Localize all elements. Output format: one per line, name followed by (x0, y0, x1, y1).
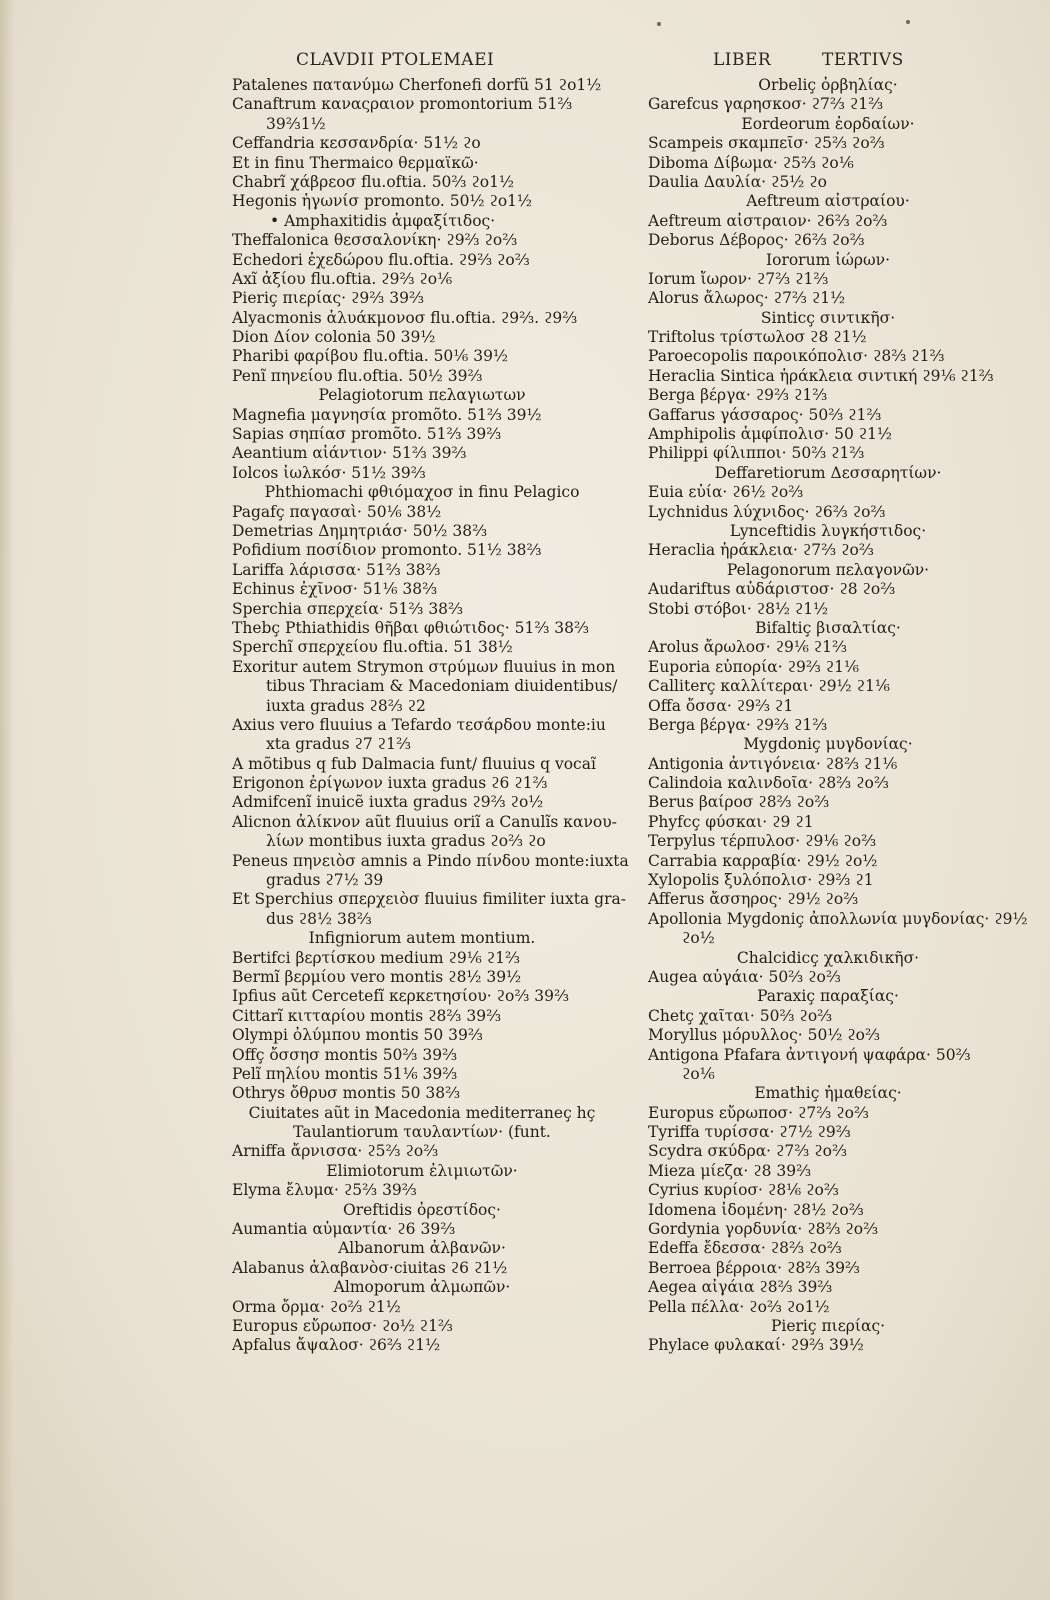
region-heading: Iororum ἰώρων· (765, 250, 891, 269)
text-line: Pagafç παγασαὶ· 50⅙ 38½ (232, 502, 442, 521)
text-line: Audariftus αὐδάριστοσ· ϩ8 ϩο⅔ (648, 580, 896, 599)
region-heading: Bifaltiç βισαλτίας· (755, 618, 901, 637)
text-line: Europus εὔρωποσ· ϩ7⅔ ϩο⅔ (648, 1103, 869, 1122)
ink-spot (906, 20, 910, 24)
region-heading: Pelagiotorum πελαγιωτων (318, 386, 526, 405)
text-line: Berga βέργα· ϩ9⅔ ϩ1⅔ (648, 386, 828, 405)
text-line: Orma ὄρμα· ϩο⅔ ϩ1½ (232, 1297, 401, 1316)
text-line: Xylopolis ξυλόπολισ· ϩ9⅔ ϩ1 (648, 871, 874, 890)
text-line: Amphipolis ἀμφίπολισ· 50 ϩ1½ (648, 425, 893, 444)
text-line: Idomena ἰδομένη· ϩ8½ ϩο⅔ (648, 1200, 864, 1219)
text-line: Euia εὐία· ϩ6½ ϩο⅔ (648, 483, 804, 502)
text-line: Antigona Pfafara ἀντιγονή ψαφάρα· 50⅔ (648, 1045, 971, 1064)
text-line: Lychnidus λύχνιδος· ϩ6⅔ ϩο⅔ (648, 502, 886, 521)
text-line: Bermĩ βερμίου vero montis ϩ8½ 39½ (232, 967, 522, 986)
region-heading: Orbeliç ὀρβηλίας· (758, 76, 898, 94)
region-heading: Emathiç ἠμαθείας· (754, 1084, 902, 1103)
text-line: Moryllus μόρυλλος· 50½ ϩο⅔ (648, 1026, 881, 1045)
region-heading: Eordeorum ἐορδαίων· (741, 114, 915, 133)
text-line: λίων montibus iuxta gradus ϩο⅔ ϩο (266, 832, 546, 851)
region-heading: Lynceftidis λυγκήστιδος· (729, 521, 927, 540)
text-line: Othrys ὄθρυσ montis 50 38⅔ (232, 1084, 461, 1103)
text-line: Alabanus ἀλαβανὸσ·ciuitas ϩ6 ϩ1½ (232, 1258, 508, 1277)
text-line: Pelĩ πηλίου montis 51⅙ 39⅔ (232, 1064, 458, 1083)
region-heading: Paraxiç παραξίας· (757, 987, 899, 1006)
text-line: Et Sperchius σπερχειὸσ fluuius fimiliter iuxta gra- (232, 890, 626, 909)
text-line: Philippi φίλιπποι· 50⅔ ϩ1⅔ (648, 444, 865, 463)
text-line: Peneus πηνειὸσ amnis a Pindo πίνδου monte:iuxta (232, 851, 629, 870)
text-line: Gaffarus γάσσαρος· 50⅔ ϩ1⅔ (648, 405, 882, 424)
text-line: Sperchĩ σπερχείου flu.oftia. 51 38½ (232, 638, 513, 657)
text-line: Iorum ἴωρον· ϩ7⅔ ϩ1⅔ (648, 269, 829, 288)
text-line: Axĩ ἀξίου flu.oftia. ϩ9⅔ ϩο⅙ (232, 269, 453, 288)
region-heading: Mygdoniç μυγδονίας· (743, 735, 913, 754)
region-heading: Chalcidicç χαλκιδικῆσ· (736, 948, 920, 967)
text-line: Elyma ἔλυμα· ϩ5⅔ 39⅔ (232, 1181, 417, 1200)
text-line: Magnefia μαγνησία promõto. 51⅔ 39½ (232, 405, 542, 424)
text-line: Cyrius κυρίοσ· ϩ8⅙ ϩο⅔ (648, 1181, 839, 1200)
text-line: Alorus ἄλωρος· ϩ7⅔ ϩ1½ (648, 289, 846, 308)
text-line: Lariffa λάρισσα· 51⅔ 38⅔ (232, 560, 441, 579)
text-line: Bertifci βερτίσκου medium ϩ9⅙ ϩ1⅔ (232, 948, 521, 967)
text-line: Cittarĩ κιτταρίου montis ϩ8⅔ 39⅔ (232, 1006, 502, 1025)
text-line: Arolus ἄρωλοσ· ϩ9⅙ ϩ1⅔ (648, 638, 848, 657)
region-heading: Ciuitates aũt in Macedonia mediterraneç hç (248, 1103, 596, 1122)
text-line: Berroea βέρροια· ϩ8⅔ 39⅔ (648, 1258, 860, 1277)
text-line: Triftolus τρίστωλοσ ϩ8 ϩ1½ (648, 328, 867, 347)
text-line: Terpylus τέρπυλοσ· ϩ9⅙ ϩο⅔ (648, 832, 877, 851)
text-line: Phylace φυλακαί· ϩ9⅔ 39½ (648, 1336, 864, 1355)
text-line: Erigonon ἐρίγωνον iuxta gradus ϩ6 ϩ1⅔ (232, 774, 548, 793)
text-line: Afferus ἄσσηρος· ϩ9½ ϩο⅔ (648, 890, 859, 909)
text-line: Daulia Δαυλία· ϩ5½ ϩο (648, 172, 827, 191)
text-line: Paroecopolis παροικόπολισ· ϩ8⅔ ϩ1⅔ (648, 347, 945, 366)
text-line: Gordynia γορδυνία· ϩ8⅔ ϩο⅔ (648, 1220, 879, 1239)
text-line: Phyfcç φύσκαι· ϩ9 ϩ1 (648, 812, 814, 831)
text-line: Augea αὐγάια· 50⅔ ϩο⅔ (648, 967, 841, 986)
text-line: Scydra σκύδρα· ϩ7⅔ ϩο⅔ (648, 1142, 847, 1161)
text-line: ϩο⅙ (682, 1064, 715, 1083)
text-line: Alicnon ἀλίκνον aũt fluuius oriĩ a Canulĩs κανου- (232, 812, 617, 831)
text-line: Demetrias Δημητριάσ· 50½ 38⅔ (232, 521, 488, 540)
text-line: Tyriffa τυρίσσα· ϩ7½ ϩ9⅔ (648, 1123, 851, 1142)
text-line: Hegonis ἡγωνίσ promonto. 50½ ϩο1½ (232, 192, 533, 211)
text-line: dus ϩ8½ 38⅔ (266, 909, 372, 928)
text-line: Garefcus γαρησκοσ· ϩ7⅔ ϩ1⅔ (648, 95, 884, 114)
text-line: Penĩ πηνείου flu.oftia. 50½ 39⅔ (232, 366, 483, 385)
text-line: Heraclia ἡράκλεια· ϩ7⅔ ϩο⅔ (648, 541, 874, 560)
text-line: Berus βαίροσ ϩ8⅔ ϩο⅔ (648, 793, 830, 812)
text-line: Carrabia καρραβία· ϩ9½ ϩο½ (648, 851, 878, 870)
text-line: Pieriç πιερίας· ϩ9⅔ 39⅔ (232, 289, 424, 308)
text-line: Pofidium ποσίδιον promonto. 51½ 38⅔ (232, 541, 542, 560)
region-heading: Pelagonorum πελαγονῶν· (726, 560, 930, 579)
text-line: Chabrĩ χάβρεοσ flu.oftia. 50⅔ ϩο1½ (232, 172, 514, 191)
text-line: Mieza μίεζα· ϩ8 39⅔ (648, 1161, 812, 1180)
text-line: Echinus ἐχῖνοσ· 51⅙ 38⅔ (232, 580, 438, 599)
text-line: Euporia εὐπορία· ϩ9⅔ ϩ1⅙ (648, 657, 860, 676)
text-line: Offç ὄσσησ montis 50⅔ 39⅔ (232, 1045, 458, 1064)
region-heading: Sinticç σιντικῆσ· (760, 308, 896, 327)
text-line: Exoritur autem Strymon στρύμων fluuius in mon (232, 657, 616, 676)
text-line: Ipfius aũt Cercetefĩ κερκετησίου· ϩο⅔ 39⅔ (232, 987, 570, 1006)
text-line: gradus ϩ7½ 39 (266, 871, 384, 890)
running-head-book: LIBER (713, 50, 772, 70)
region-heading: Oreftidis ὀρεστίδος· (343, 1200, 501, 1219)
region-heading: Aeftreum αἰστραίου· (746, 192, 910, 211)
page-edge-shadow (0, 0, 14, 1600)
text-line: iuxta gradus ϩ8⅔ ϩ2 (266, 696, 426, 715)
text-line: Sperchia σπερχεία· 51⅔ 38⅔ (232, 599, 464, 618)
region-heading: Phthiomachi φθιόμαχοσ in finu Pelagico (264, 483, 580, 502)
text-line: Thebç Pthiathidis θῆβαι φθιώτιδος· 51⅔ 38⅔ (232, 618, 590, 637)
text-line: Et in finu Thermaico θερμαϊκῶ· (232, 153, 479, 172)
text-line: Ceffandria κεσσανδρία· 51½ ϩο (232, 134, 481, 153)
ink-spot (657, 22, 661, 26)
text-line: Antigonia ἀντιγόνεια· ϩ8⅔ ϩ1⅙ (648, 754, 898, 773)
text-line: Alyacmonis ἀλυάκμονοσ flu.oftia. ϩ9⅔. ϩ9⅔ (232, 308, 578, 327)
text-line: Calliterç καλλίτεραι· ϩ9½ ϩ1⅙ (648, 677, 890, 696)
text-line: Olympi ὀλύμπου montis 50 39⅔ (232, 1026, 483, 1045)
text-line: Apfalus ἄψαλοσ· ϩ6⅔ ϩ1½ (232, 1336, 441, 1355)
text-line: Aeantium αἰάντιον· 51⅔ 39⅔ (232, 444, 467, 463)
running-head-left: CLAVDII PTOLEMAEI (296, 50, 495, 70)
running-head-number: TERTIVS (822, 50, 904, 70)
text-line: Echedori ἐχεδώρου flu.oftia. ϩ9⅔ ϩο⅔ (232, 250, 530, 269)
text-line: ϩο½ (682, 929, 715, 948)
text-line: Chetç χαῖται· 50⅔ ϩο⅔ (648, 1006, 833, 1025)
text-line: xta gradus ϩ7 ϩ1⅔ (266, 735, 411, 754)
text-line: Berga βέργα· ϩ9⅔ ϩ1⅔ (648, 715, 828, 734)
text-line: Stobi στόβοι· ϩ8½ ϩ1½ (648, 599, 829, 618)
region-heading: • Amphaxitidis ἀμφαξίτιδος· (270, 211, 496, 230)
region-heading: Taulantiorum ταυλαντίων· (funt. (293, 1123, 551, 1142)
text-line: tibus Thraciam & Macedoniam diuidentibus/ (266, 677, 618, 696)
text-line: Iolcos ἰωλκόσ· 51½ 39⅔ (232, 463, 426, 482)
text-line: Deborus Δέβορος· ϩ6⅔ ϩο⅔ (648, 231, 865, 250)
text-line: Aegea αἰγάια ϩ8⅔ 39⅔ (648, 1278, 833, 1297)
text-line: Pharibi φαρίβου flu.oftia. 50⅙ 39½ (232, 347, 508, 366)
left-column (232, 76, 629, 1356)
text-line: Admifcenĩ inuicẽ iuxta gradus ϩ9⅔ ϩο½ (232, 793, 544, 812)
text-line: Canaftrum καναςραιον promontorium 51⅔ (232, 95, 573, 114)
text-line: A mõtibus q fub Dalmacia funt/ fluuius q vocaĩ (232, 754, 596, 773)
text-line: Apollonia Mygdoniç ἀπολλωνία μυγδονίας· ϩ9½ (648, 909, 1028, 928)
text-line: Europus εὔρωποσ· ϩο½ ϩ1⅔ (232, 1317, 453, 1335)
region-heading: Infigniorum autem montium. (308, 929, 536, 948)
region-heading: Elimiotorum ἐλιμιωτῶν· (326, 1161, 518, 1180)
region-heading: Pieriç πιερίας· (770, 1317, 886, 1335)
text-line: 39⅔1½ (266, 114, 326, 133)
text-line: Aumantia αὐμαντία· ϩ6 39⅔ (232, 1220, 456, 1239)
text-line: Theffalonica θεσσαλονίκη· ϩ9⅔ ϩο⅔ (232, 231, 518, 250)
text-line: Edeffa ἔδεσσα· ϩ8⅔ ϩο⅔ (648, 1239, 842, 1258)
text-line: Aeftreum αἰστραιον· ϩ6⅔ ϩο⅔ (648, 211, 888, 230)
text-line: Dion Δίον colonia 50 39½ (232, 328, 436, 347)
text-line: Pella πέλλα· ϩο⅔ ϩο1½ (648, 1297, 830, 1316)
text-line: Axius vero fluuius a Tefardo τεσάρδου monte:iu (232, 715, 606, 734)
region-heading: Almoporum ἀλμωπῶν· (333, 1278, 511, 1297)
text-line: Calindoia καλινδοῖα· ϩ8⅔ ϩο⅔ (648, 774, 889, 793)
region-heading: Albanorum ἀλβανῶν· (338, 1239, 506, 1258)
region-heading: Deffaretiorum Δεσσαρητίων· (714, 463, 942, 482)
right-column (648, 76, 1028, 1356)
text-line: Diboma Δίβωμα· ϩ5⅔ ϩο⅙ (648, 153, 854, 172)
text-line: Offa ὄσσα· ϩ9⅔ ϩ1 (648, 696, 794, 715)
text-line: Arniffa ἄρνισσα· ϩ5⅔ ϩο⅔ (232, 1142, 439, 1161)
text-line: Heraclia Sintica ἡράκλεια σιντική ϩ9⅙ ϩ1⅔ (648, 366, 994, 385)
text-line: Scampeis σκαμπεῖσ· ϩ5⅔ ϩο⅔ (648, 134, 885, 153)
text-line: Sapias σηπίασ promõto. 51⅔ 39⅔ (232, 425, 502, 444)
text-line: Patalenes πατανύμω Cherfonefi dorfũ 51 ϩο1½ (232, 76, 602, 94)
